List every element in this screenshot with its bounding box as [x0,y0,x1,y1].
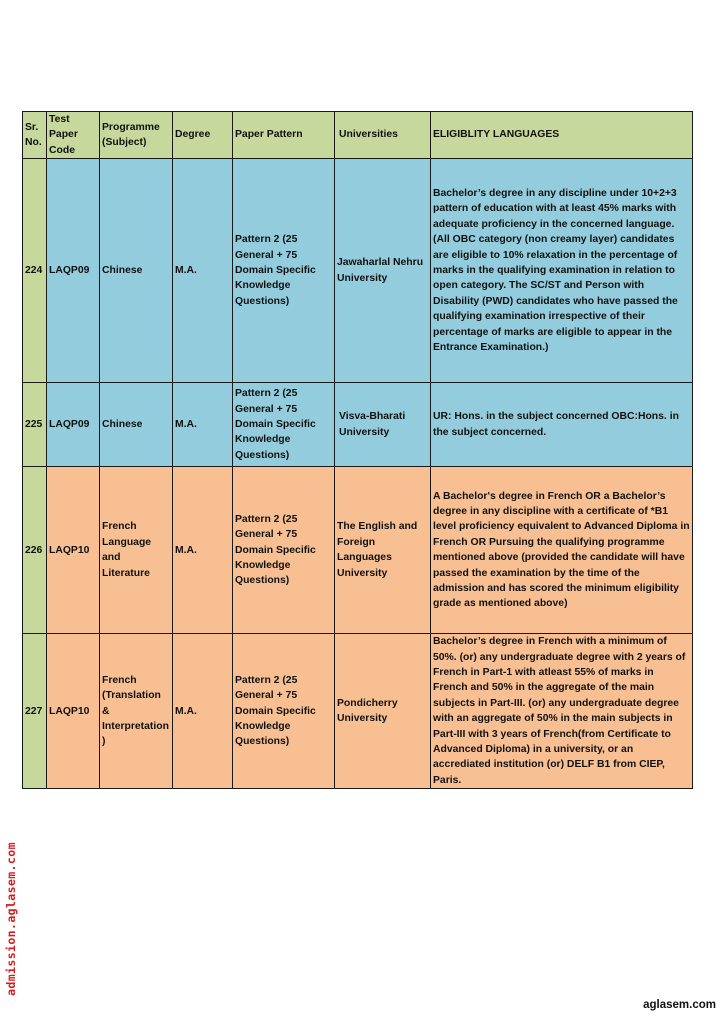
cell-test-paper-code: LAQP09 [47,383,100,467]
cell-programme: Chinese [100,383,173,467]
footer-site-name: aglasem.com [643,999,716,1011]
cell-eligibility: A Bachelor's degree in French OR a Bachelor’s degree in any discipline with a certificate of *B1 level proficiency equivalent to Advanced Diploma in French OR Pursuing the qualifying programme mentioned above (provided the candidate will have passed the examination by the time of the admission and has scored the minimum eligibility grade as mentioned above) [431,467,693,634]
cell-test-paper-code: LAQP09 [47,159,100,383]
cell-sr-no: 226 [23,467,47,634]
table-header-row [23,112,693,159]
cell-programme: Chinese [100,159,173,383]
table-row [23,634,693,789]
watermark-url: admission.aglasem.com [4,842,18,996]
header-degree: Degree [173,112,233,159]
cell-degree: M.A. [173,383,233,467]
eligibility-table [22,111,693,789]
cell-sr-no: 227 [23,634,47,789]
header-programme: Programme (Subject) [100,112,173,159]
table-row [23,383,693,467]
cell-degree: M.A. [173,634,233,789]
cell-university: Visva-Bharati University [335,383,431,467]
cell-eligibility: Bachelor’s degree in French with a minimum of 50%. (or) any undergraduate degree with 2 years of French in Part-1 with atleast 55% of marks in French and 50% in the aggregate of the main subjects in Part-III. (or) any undergraduate degree with an aggregate of 50% in the main subjects in Part-III with 3 years of French(from Certificate to Advanced Diploma) in a university, or an accrediated institution (or) DELF B1 from CIEP, Paris. [431,634,693,789]
table-row [23,159,693,383]
cell-paper-pattern: Pattern 2 (25 General + 75 Domain Specific Knowledge Questions) [233,383,335,467]
header-universities: Universities [335,112,431,159]
header-paper-pattern: Paper Pattern [233,112,335,159]
header-eligibility: ELIGIBLITY LANGUAGES [431,112,693,159]
cell-test-paper-code: LAQP10 [47,467,100,634]
cell-test-paper-code: LAQP10 [47,634,100,789]
cell-paper-pattern: Pattern 2 (25 General + 75 Domain Specific Knowledge Questions) [233,467,335,634]
cell-sr-no: 225 [23,383,47,467]
cell-paper-pattern: Pattern 2 (25 General + 75 Domain Specific Knowledge Questions) [233,159,335,383]
cell-university: The English and Foreign Languages University [335,467,431,634]
header-test-paper-code: Test Paper Code [47,112,100,159]
cell-university: Jawaharlal Nehru University [335,159,431,383]
cell-sr-no: 224 [23,159,47,383]
cell-eligibility: Bachelor’s degree in any discipline under 10+2+3 pattern of education with at least 45% marks with adequate proficiency in the concerned language. (All OBC category (non creamy layer) candidates are eligible to 10% relaxation in the percentage of marks in the qualifying examination in relation to open category. The SC/ST and Person with Disability (PWD) candidates who have passed the qualifying examination irrespective of their percentage of marks are eligible to appear in the Entrance Examination.) [431,159,693,383]
header-sr-no: Sr. No. [23,112,47,159]
cell-degree: M.A. [173,467,233,634]
cell-paper-pattern: Pattern 2 (25 General + 75 Domain Specific Knowledge Questions) [233,634,335,789]
cell-eligibility: UR: Hons. in the subject concerned OBC:Hons. in the subject concerned. [431,383,693,467]
cell-degree: M.A. [173,159,233,383]
cell-programme: French (Translation & Interpretation) [100,634,173,789]
cell-university: Pondicherry University [335,634,431,789]
table-row [23,467,693,634]
cell-programme: French Language and Literature [100,467,173,634]
